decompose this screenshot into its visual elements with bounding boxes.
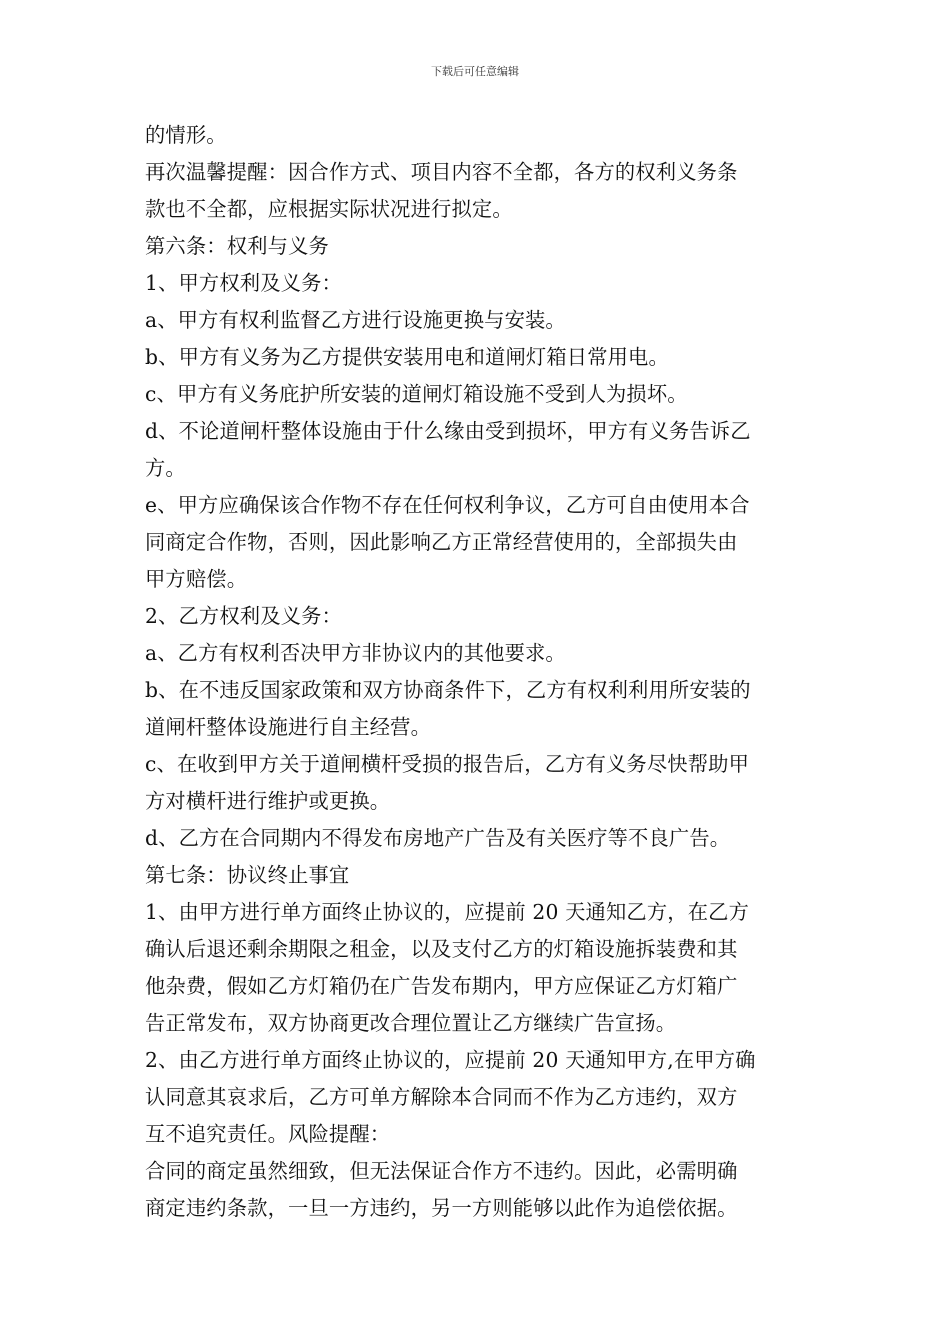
- text-line: 甲方赔偿。: [145, 567, 248, 591]
- text-line: b、在不违反国家政策和双方协商条件下，乙方有权利利用所安装的: [145, 678, 751, 702]
- text-line: 同商定合作物，否则，因此影响乙方正常经营使用的，全部损失由: [145, 530, 738, 554]
- text-line: a、乙方有权利否决甲方非协议内的其他要求。: [145, 641, 566, 665]
- text-line: d、乙方在合同期内不得发布房地产广告及有关医疗等不良广告。: [145, 826, 731, 850]
- text-line: c、在收到甲方关于道闸横杆受损的报告后，乙方有义务尽快帮助甲: [145, 752, 750, 776]
- text-line: e、甲方应确保该合作物不存在任何权利争议，乙方可自由使用本合: [145, 493, 750, 517]
- text-line: 1、由甲方进行单方面终止协议的，应提前 20 天通知乙方，在乙方: [145, 900, 749, 924]
- text-line: 道闸杆整体设施进行自主经营。: [145, 715, 432, 739]
- section-heading: 第六条：权利与义务: [145, 234, 329, 258]
- text-line: 认同意其哀求后，乙方可单方解除本合同而不作为乙方违约，双方: [145, 1085, 738, 1109]
- text-line: b、甲方有义务为乙方提供安装用电和道闸灯箱日常用电。: [145, 345, 669, 369]
- page-header: 下载后可任意编辑: [431, 65, 519, 78]
- text-line: 的情形。: [145, 123, 227, 147]
- section-heading: 第七条：协议终止事宜: [145, 863, 350, 887]
- subsection-heading: 1、甲方权利及义务：: [145, 271, 342, 295]
- subsection-heading: 2、乙方权利及义务：: [145, 604, 342, 628]
- text-line: 商定违约条款，一旦一方违约，另一方则能够以此作为追偿依据。: [145, 1196, 738, 1220]
- text-line: 互不追究责任。风险提醒：: [145, 1122, 391, 1146]
- text-line: d、不论道闸杆整体设施由于什么缘由受到损坏，甲方有义务告诉乙: [145, 419, 751, 443]
- text-line: 确认后退还剩余期限之租金，以及支付乙方的灯箱设施拆装费和其: [145, 937, 738, 961]
- document-body: [145, 117, 809, 1227]
- text-line: 方。: [145, 456, 186, 480]
- text-line: 款也不全都，应根据实际状况进行拟定。: [145, 197, 513, 221]
- text-line: 2、由乙方进行单方面终止协议的，应提前 20 天通知甲方,在甲方确: [145, 1048, 756, 1072]
- text-line: a、甲方有权利监督乙方进行设施更换与安装。: [145, 308, 566, 332]
- text-line: 再次温馨提醒：因合作方式、项目内容不全都，各方的权利义务条: [145, 160, 738, 184]
- text-line: 他杂费，假如乙方灯箱仍在广告发布期内，甲方应保证乙方灯箱广: [145, 974, 738, 998]
- text-line: 方对横杆进行维护或更换。: [145, 789, 391, 813]
- text-line: c、甲方有义务庇护所安装的道闸灯箱设施不受到人为损坏。: [145, 382, 688, 406]
- text-line: 告正常发布，双方协商更改合理位置让乙方继续广告宣扬。: [145, 1011, 677, 1035]
- text-line: 合同的商定虽然细致，但无法保证合作方不违约。因此，必需明确: [145, 1159, 738, 1183]
